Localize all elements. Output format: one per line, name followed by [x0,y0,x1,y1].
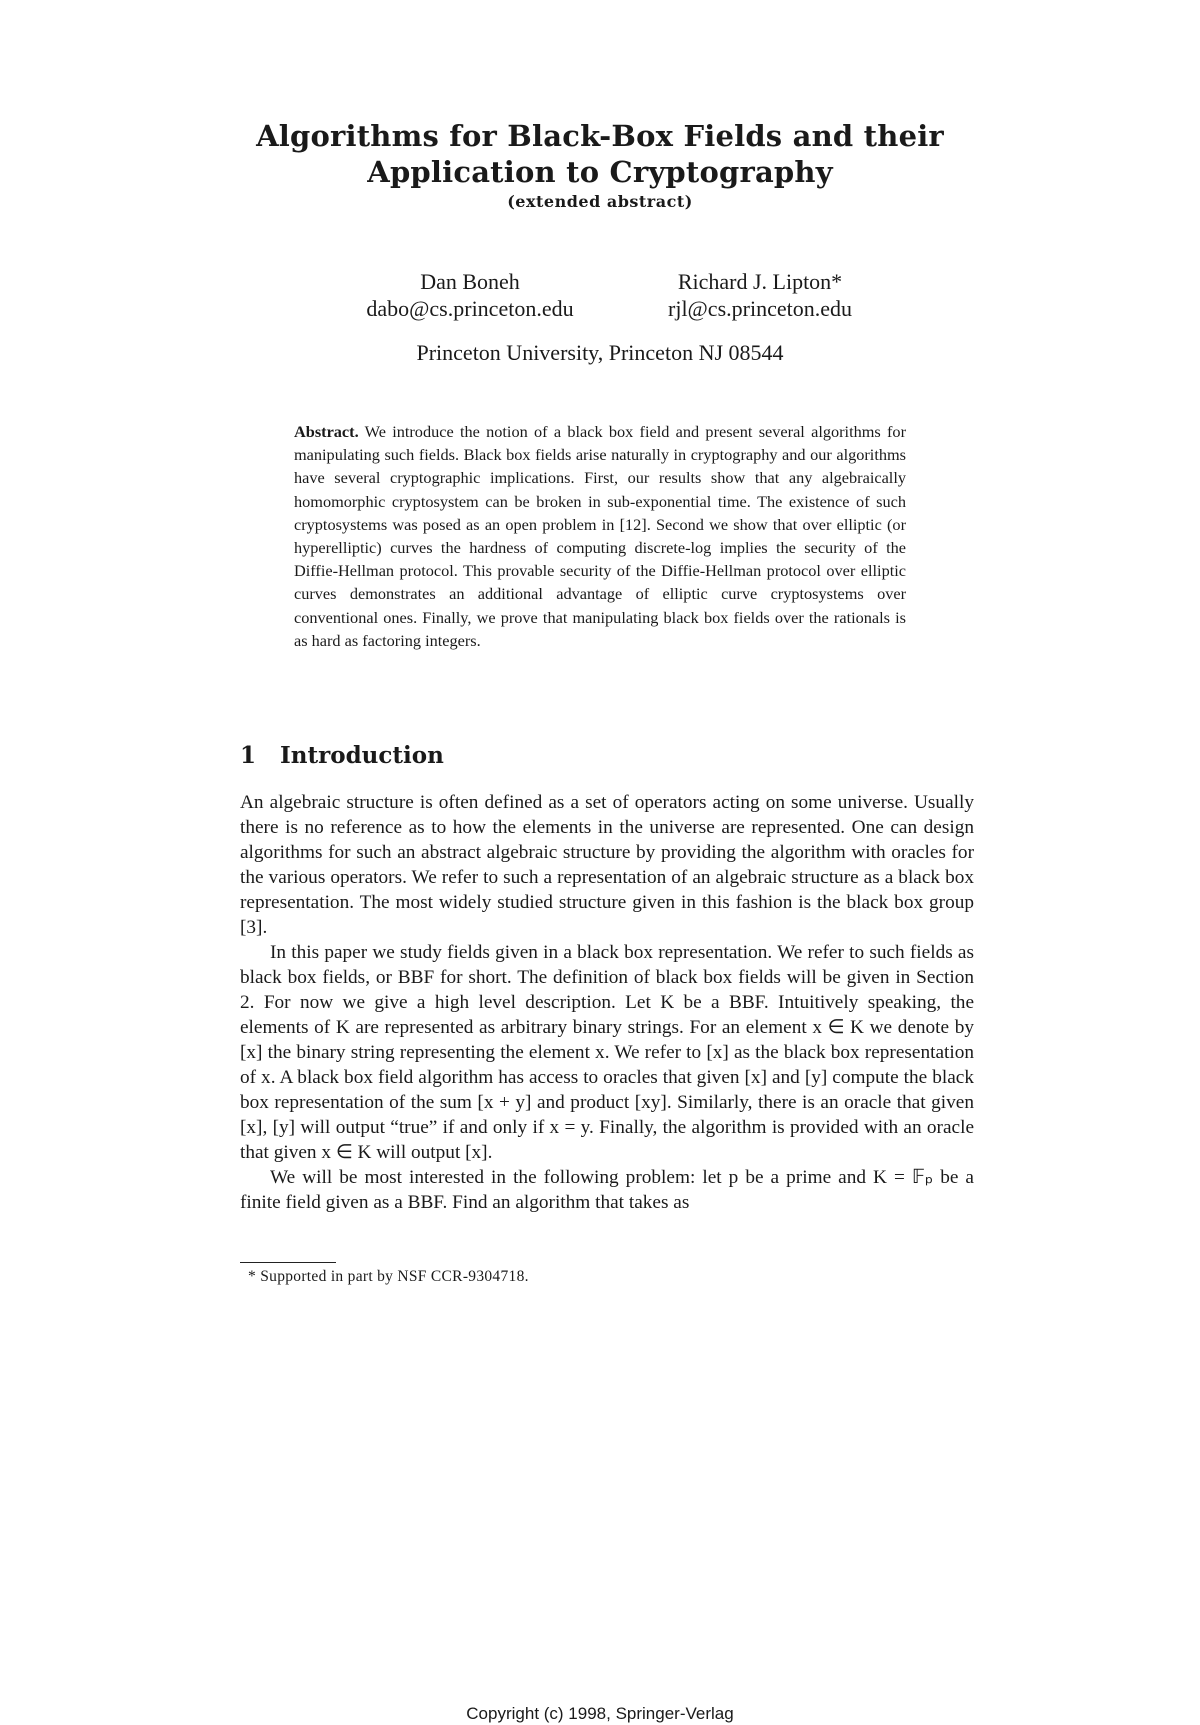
author-name: Richard J. Lipton* [677,269,843,294]
author-block-1 [330,268,610,322]
abstract-text: We introduce the notion of a black box field and present several algorithms for manipulating such fields. Black box fields arise naturally in cryptography and our algorithms have several cryptographic implications. First, our results show that any algebraically homomorphic cryptosystem can be broken in sub-exponential time. The existence of such cryptosystems was posed as an open problem in [12]. Second we show that over elliptic (or hyperelliptic) curves the hardness of computing discrete-log implies the security of the Diffie-Hellman protocol. This provable security of the Diffie-Hellman protocol over elliptic curves demonstrates an additional advantage of elliptic curve cryptosystems over conventional ones. Finally, we prove that manipulating black box fields over the rationals is as hard as factoring integers. [294,422,906,650]
title-line-1: Algorithms for Black-Box Fields and their [256,119,944,153]
copyright-notice: Copyright (c) 1998, Springer-Verlag [466,1704,734,1723]
paragraph: We will be most interested in the following problem: let p be a prime and K = 𝔽ₚ be a finite field given as a BBF. Find an algorithm that takes as [240,1167,974,1213]
section-heading [240,742,444,769]
author-email: dabo@cs.princeton.edu [366,296,574,321]
title-line-2: Application to Cryptography [367,155,833,189]
paragraph: An algebraic structure is often defined as a set of operators acting on some universe. Usually there is no reference as to how the elements in the universe are represented. One can design algorithms for such an abstract algebraic structure by providing the algorithm with oracles for the various operators. We refer to such a representation of an algebraic structure as a black box representation. The most widely studied structure given in this fashion is the black box group [3]. [240,792,974,938]
abstract-label: Abstract. [294,422,359,441]
footnote-rule [240,1262,336,1263]
paragraph: In this paper we study fields given in a black box representation. We refer to such fields as black box fields, or BBF for short. The definition of black box fields will be given in Section 2. For now we give a high level description. Let K be a BBF. Intuitively speaking, the elements of K are represented as arbitrary binary strings. For an element x ∈ K we denote by [x] the binary string representing the element x. We refer to [x] as the black box representation of x. A black box field algorithm has access to oracles that given [x] and [y] compute the black box representation of the sum [x + y] and product [xy]. Similarly, there is an oracle that given [x], [y] will output “true” if and only if x = y. Finally, the algorithm is provided with an oracle that given x ∈ K will output [x]. [240,942,974,1163]
paper-subtitle: (extended abstract) [507,192,693,211]
author-block-2 [630,268,890,322]
paper-title [200,118,1000,190]
affiliation: Princeton University, Princeton NJ 08544 [416,340,784,365]
footnote: * Supported in part by NSF CCR-9304718. [248,1268,529,1285]
abstract [294,420,906,652]
author-email: rjl@cs.princeton.edu [668,296,852,321]
author-name: Dan Boneh [420,269,520,294]
body-text [240,790,974,1215]
section-number: 1 [240,742,257,769]
section-title: Introduction [280,742,444,769]
